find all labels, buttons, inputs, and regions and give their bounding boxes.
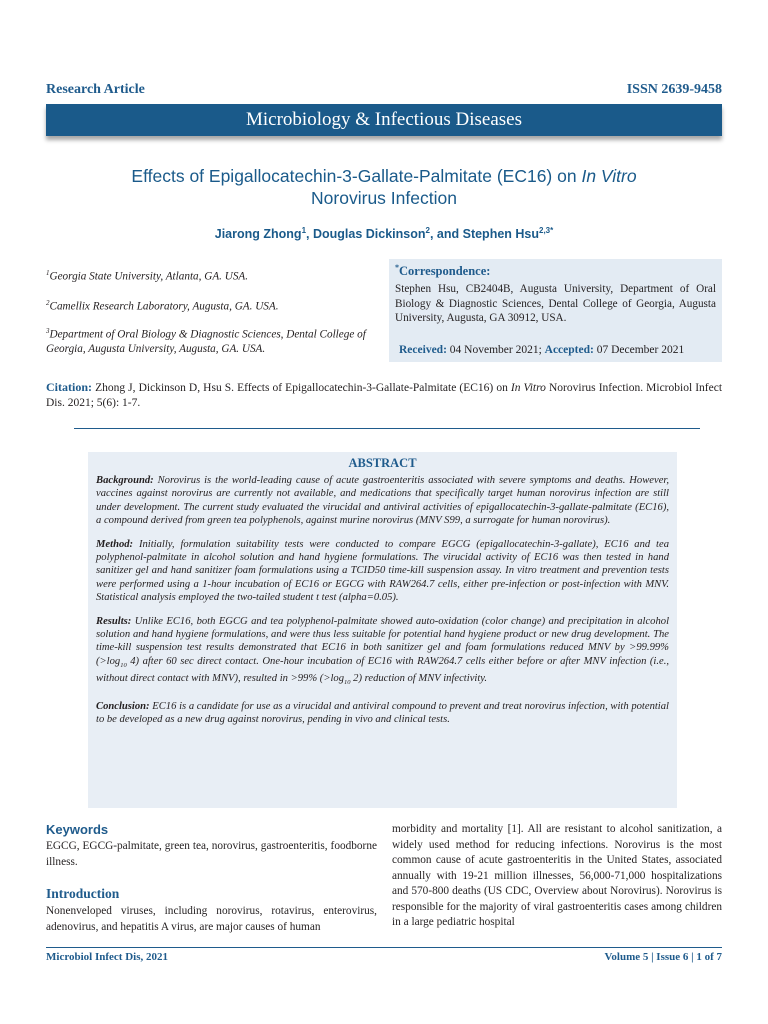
method-text: Initially, formulation suitability tests were conducted to compare EGCG (epigallocatechin-3-gallate), EC16 and tea polyphenol-palmitate in alcohol solution and hand hygiene formulations. The virucidal activity of EC16 was then tested in hand sanitizer gel and hand sanitizer foam formulations using a TCID50 time-kill suspension assay. In vitro treatment and prevention tests were performed using a 1-hour incubation of EC16 or EGCG with RAW264.7 cells, either pre-infection or post-infection with MNV. Statistical analysis employed the two-tailed student t test (alpha=0.05).: [96, 538, 669, 604]
left-column: [46, 822, 377, 935]
accepted-date: 07 December 2021: [596, 344, 685, 356]
journal-banner: Microbiology & Infectious Diseases: [46, 104, 722, 136]
author-2: Douglas Dickinson: [312, 227, 426, 242]
accepted-label: Accepted:: [544, 344, 594, 356]
received-date: 04 November 2021;: [449, 344, 542, 356]
correspondence-title: [395, 263, 716, 279]
conclusion-text: EC16 is a candidate for use as a virucidal and antiviral compound to prevent and treat norovirus infection, with potential to be developed as a new drug against norovirus, pending in vivo and clinical tests.: [96, 700, 669, 726]
abstract-background: [96, 474, 669, 528]
citation-italic: In Vitro: [510, 382, 546, 394]
issn: ISSN 2639-9458: [626, 82, 722, 97]
background-label: Background:: [96, 475, 154, 486]
title-main: Effects of Epigallocatechin-3-Gallate-Palmitate (EC16) on: [131, 166, 577, 186]
right-column: [392, 822, 722, 931]
abstract-conclusion: [96, 700, 669, 727]
results-sub-2: 10: [344, 679, 351, 687]
author-1-sup: 1: [301, 226, 307, 235]
author-2-sup: 2: [425, 226, 430, 235]
citation: [46, 380, 722, 411]
citation-label: Citation:: [46, 380, 92, 394]
affiliation-2-text: Camellix Research Laboratory, Augusta, GA. USA.: [49, 300, 279, 313]
footer-divider: [46, 947, 722, 948]
author-3: and Stephen Hsu: [436, 227, 539, 242]
title-line2: Norovirus Infection: [311, 188, 457, 208]
affiliation-1-text: Georgia State University, Atlanta, GA. USA.: [49, 270, 249, 283]
page-footer: [46, 951, 722, 963]
results-label: Results:: [96, 615, 132, 627]
affiliation-2-sup: 2: [46, 299, 50, 307]
footer-volume: Volume 5 | Issue 6 | 1 of 7: [604, 951, 722, 963]
citation-text-1: Zhong J, Dickinson D, Hsu S. Effects of Epigallocatechin-3-Gallate-Palmitate (EC16) on: [95, 382, 508, 394]
results-text-a: Unlike EC16, both EGCG and tea polyphenol-palmitate showed auto-oxidation (color change) and precipitation in alcohol solution and hand hygiene formulations, and were thus less suitable for potential hand hygiene product or new drug development. The time-kill suspension test results demonstrated that EC16 in both sanitizer gel and foam formulations reduced MNV by >99.99% (>log: [96, 615, 670, 667]
section-divider: [74, 428, 700, 429]
keywords-text: EGCG, EGCG-palmitate, green tea, norovirus, gastroenteritis, foodborne illness.: [46, 840, 377, 868]
introduction-text-right: morbidity and mortality [1]. All are resistant to alcohol sanitization, a widely used method for reducing infections. Norovirus is the most common cause of acute gastroenteritis in the United States, associated annually with 19-21 million illnesses, 56,000-71,000 hospitalizations and 570-800 deaths (US CDC, Overview about Norovirus). Norovirus is responsible for the majority of viral gastroenteritis cases among children in a large pediatric hospital: [392, 823, 722, 928]
results-text-b: 4) after 60 sec direct contact. One-hour incubation of EC16 with RAW264.7 cells either before or after MNV infection (i.e., without direct contact with MNV), resulted in >99% (>log: [96, 655, 669, 685]
abstract-results: [96, 615, 669, 690]
method-label: Method:: [96, 538, 134, 550]
affiliation-3-text: Department of Oral Biology & Diagnostic Sciences, Dental College of Georgia, Augusta University, Augusta, GA. USA.: [46, 328, 366, 356]
correspondence-label: Correspondence:: [399, 264, 491, 279]
affiliation-3: [46, 324, 381, 357]
title-italic: In Vitro: [581, 166, 637, 186]
introduction-heading: Introduction: [46, 886, 120, 901]
article-title: [40, 165, 728, 209]
abstract-title: ABSTRACT: [348, 456, 417, 470]
author-3-sup: 2,3*: [539, 226, 554, 235]
abstract-method: [96, 538, 669, 605]
conclusion-label: Conclusion:: [96, 700, 150, 712]
author-list: Jiarong Zhong$^1$, Douglas Dickinson$^2$, and Stephen Hsu$^{2,3*}$: [214, 226, 554, 242]
background-text: Norovirus is the world-leading cause of acute gastroenteritis associated with severe symptoms and deaths. However, vaccines against norovirus are currently not available, and medications that specifically target human norovirus infection are still under development. The current study evaluated the virucidal and antiviral activities of epigallocatechin-3-gallate-palmitate (EC16), a compound derived from green tea polyphenols, against murine norovirus (MNV S99, a surrogate for human norovirus).: [96, 475, 670, 527]
citation-text-2: Norovirus Infection. Microbiol Infect Dis. 2021; 5(6): 1-7.: [46, 382, 723, 409]
results-sub-1: 10: [120, 661, 127, 669]
top-row: [46, 82, 722, 100]
affiliation-1-sup: 1: [46, 269, 50, 277]
correspondence-box: [389, 259, 722, 362]
article-type: Research Article: [46, 82, 145, 97]
abstract-box: [88, 452, 677, 808]
received-label: Received:: [399, 344, 447, 356]
dates-line: [399, 344, 684, 356]
affiliation-3-sup: 3: [46, 327, 50, 335]
correspondence-text: Stephen Hsu, CB2404B, Augusta University, Department of Oral Biology & Diagnostic Sciences, Dental College of Georgia, Augusta University, Augusta, GA 30912, USA.: [395, 283, 716, 325]
introduction-text-left: Nonenveloped viruses, including norovirus, rotavirus, enterovirus, adenovirus, and hepatitis A virus, are major causes of human: [46, 905, 377, 933]
keywords-heading: Keywords: [46, 822, 109, 837]
correspondence-sup: *: [395, 263, 399, 272]
author-1: Jiarong Zhong: [214, 227, 302, 242]
affiliation-1: [46, 266, 381, 284]
results-text-c: 2) reduction of MNV infectivity.: [350, 673, 488, 685]
footer-journal: Microbiol Infect Dis, 2021: [46, 951, 169, 963]
affiliation-2: [46, 296, 381, 314]
